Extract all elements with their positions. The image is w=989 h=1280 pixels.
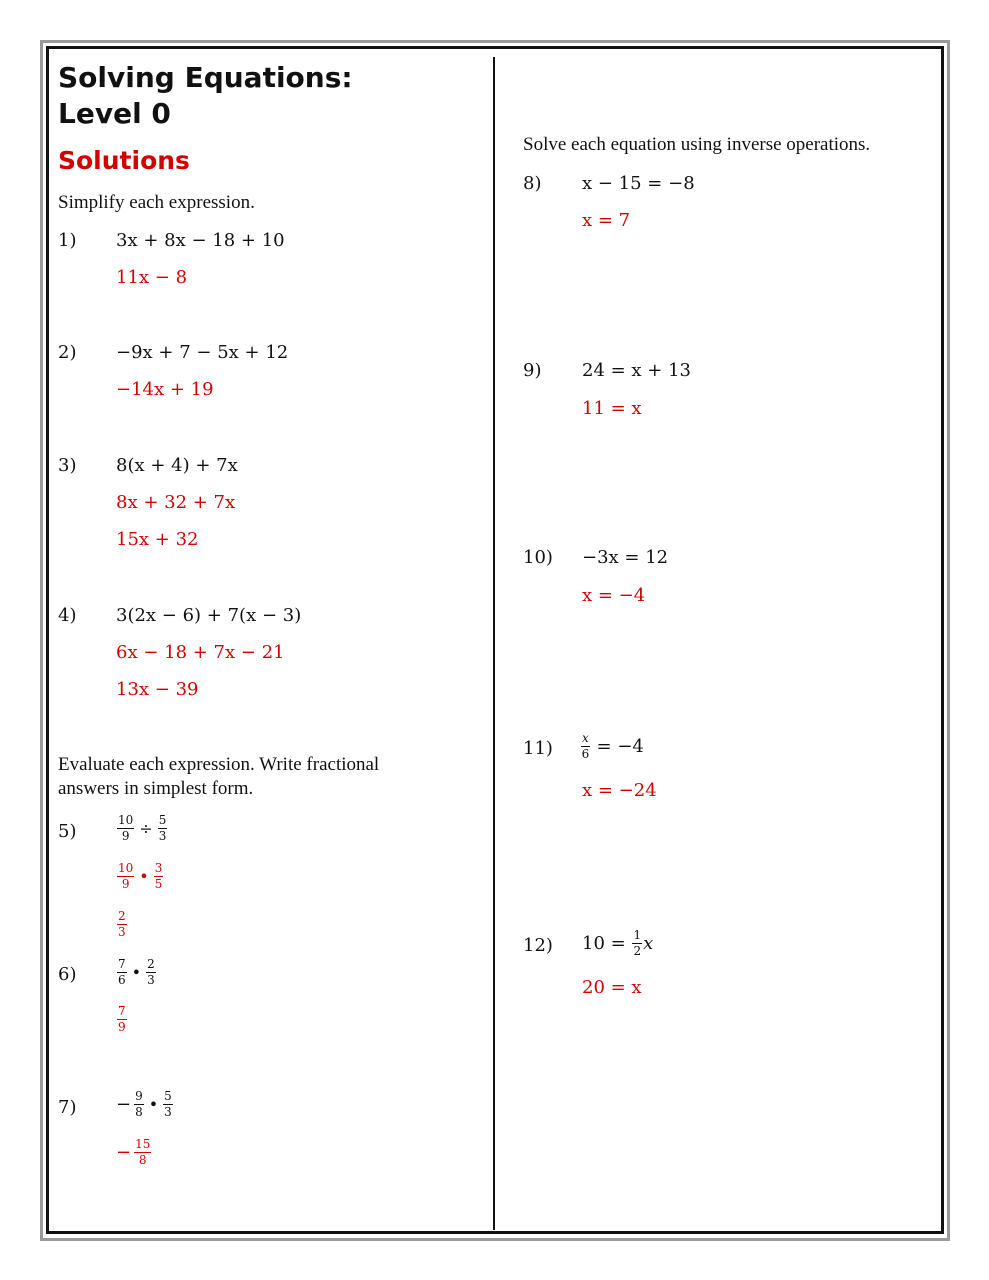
solution-step: −14x + 19 [116,379,214,400]
problem-number: 5) [58,821,77,842]
fraction [134,1138,151,1167]
fraction [158,814,168,843]
numerator: 2 [118,909,126,923]
problem-number: 11) [523,738,553,759]
operator: • [139,867,149,886]
title-line-2: Level 0 [58,97,171,130]
instruction-simplify: Simplify each expression. [58,192,255,213]
equation-rest: = −4 [596,736,644,757]
problem-expression [116,1090,174,1119]
problem-number: 10) [523,547,553,568]
operator: ÷ [139,819,153,838]
problem-number: 6) [58,964,77,985]
denominator: 3 [147,973,155,987]
fraction [134,1090,144,1119]
denominator: 9 [121,877,130,891]
fraction [117,862,134,891]
problem-number: 4) [58,605,77,626]
denominator: 9 [121,829,130,843]
solution-answer [116,910,128,939]
problem-number: 1) [58,230,77,251]
page-border-inner [46,46,944,1234]
operator: • [148,1095,159,1114]
problem-number: 8) [523,173,542,194]
numerator: x [582,731,589,745]
fraction [117,958,127,987]
solution-answer: x = −24 [582,780,657,801]
solution-step: 13x − 39 [116,679,199,700]
numerator: 9 [135,1089,143,1103]
solutions-heading: Solutions [58,146,190,175]
fraction [117,814,134,843]
solution-answer: x = 7 [582,210,631,231]
equation-tail: x [643,933,654,954]
fraction [117,910,127,939]
instruction-solve: Solve each equation using inverse operations. [523,134,871,155]
minus-sign: − [116,1142,132,1163]
problem-expression: 8(x + 4) + 7x [116,455,238,476]
problem-expression [116,814,168,843]
problem-number: 3) [58,455,77,476]
numerator: 2 [147,957,155,971]
fraction [632,929,642,958]
fraction [163,1090,173,1119]
instruction-evaluate-line-1: Evaluate each expression. Write fractional [58,754,380,775]
solution-answer: x = −4 [582,585,646,606]
instruction-evaluate-line-2: answers in simplest form. [58,778,254,799]
problem-expression: 3(2x − 6) + 7(x − 3) [116,605,302,626]
denominator: 6 [581,747,590,761]
equation-lead: 10 = [582,933,626,954]
denominator: 3 [118,925,126,939]
problem-equation: x − 15 = −8 [582,173,695,194]
numerator: 7 [118,1004,126,1018]
problem-number: 9) [523,360,542,381]
denominator: 2 [633,944,642,958]
problem-expression: 3x + 8x − 18 + 10 [116,230,285,251]
fraction [154,862,164,891]
problem-number: 12) [523,935,553,956]
numerator: 5 [164,1089,172,1103]
denominator: 3 [164,1105,172,1119]
problem-number: 7) [58,1097,77,1118]
page-title [58,60,353,132]
numerator: 10 [118,861,134,875]
solution-answer [116,1005,128,1034]
solution-answer [116,1138,152,1167]
solution-step: 8x + 32 + 7x [116,492,236,513]
column-divider [493,57,495,1230]
problem-equation [580,732,644,761]
denominator: 5 [154,877,163,891]
numerator: 10 [118,813,134,827]
denominator: 3 [158,829,167,843]
problem-expression: −9x + 7 − 5x + 12 [116,342,289,363]
instruction-evaluate [58,753,379,801]
problem-equation: −3x = 12 [582,547,669,568]
solution-answer: 20 = x [582,977,642,998]
problem-number: 2) [58,342,77,363]
numerator: 7 [118,957,126,971]
denominator: 6 [118,973,126,987]
solution-step: 11x − 8 [116,267,188,288]
numerator: 3 [154,861,163,875]
numerator: 1 [633,928,642,942]
solution-answer: 11 = x [582,398,642,419]
fraction [146,958,156,987]
denominator: 9 [118,1020,126,1034]
solution-step [116,862,164,891]
title-line-1: Solving Equations: [58,61,353,94]
minus-sign: − [116,1094,132,1115]
numerator: 5 [158,813,167,827]
denominator: 8 [138,1153,147,1167]
denominator: 8 [135,1105,143,1119]
fraction [581,732,590,761]
problem-expression [116,958,157,987]
problem-equation: 24 = x + 13 [582,360,692,381]
operator: • [131,963,142,982]
solution-step: 15x + 32 [116,529,199,550]
fraction [117,1005,127,1034]
numerator: 15 [135,1137,151,1151]
solution-step: 6x − 18 + 7x − 21 [116,642,285,663]
problem-equation [582,929,653,958]
